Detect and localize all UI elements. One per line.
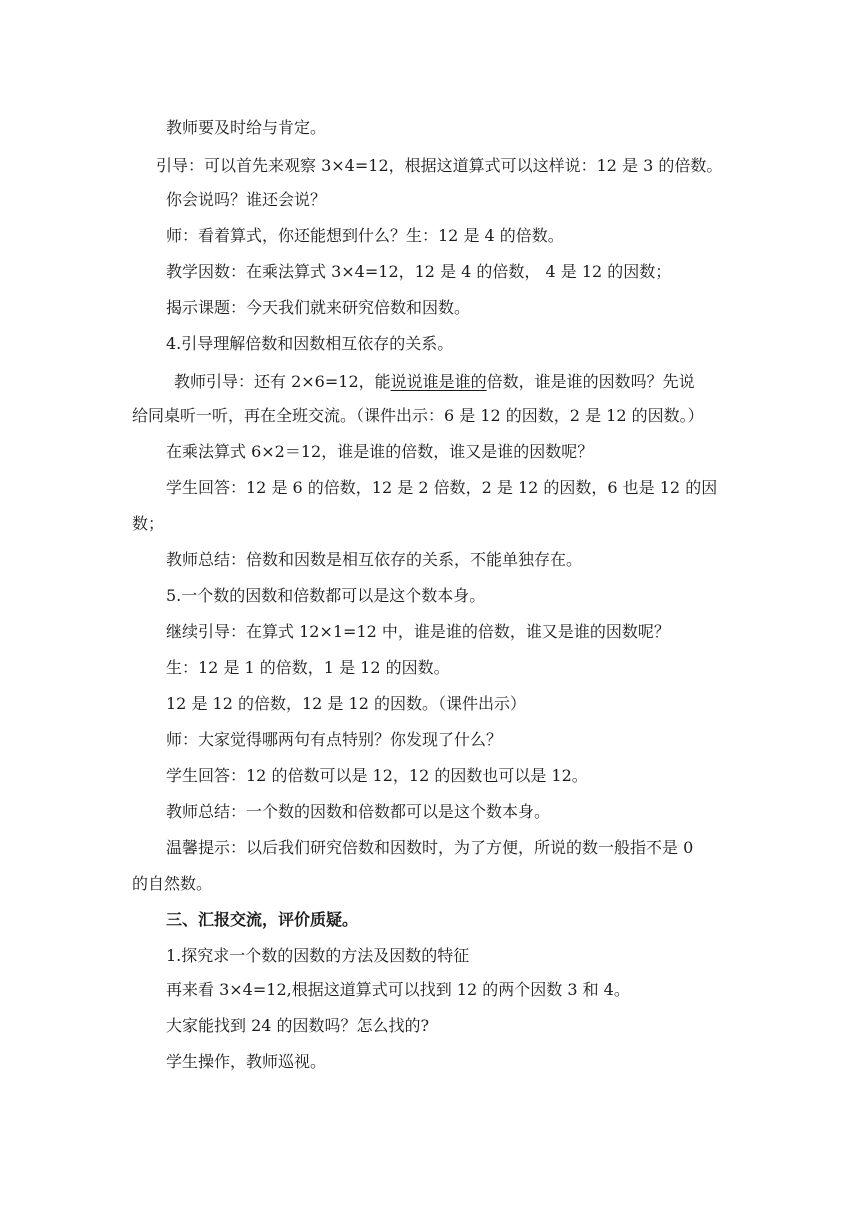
section-heading: 1.探究求一个数的因数的方法及因数的特征 xyxy=(166,946,470,965)
paragraph-line: 引导：可以首先来观察 3×4=12，根据这道算式可以这样说：12 是 3 的倍数。 xyxy=(156,156,723,175)
paragraph-line: 生：12 是 1 的倍数，1 是 12 的因数。 xyxy=(166,658,450,677)
paragraph-line: 温馨提示：以后我们研究倍数和因数时，为了方便，所说的数一般指不是 0 xyxy=(166,838,694,857)
paragraph-line: 在乘法算式 6×2＝12，谁是谁的倍数，谁又是谁的因数呢？ xyxy=(166,442,594,461)
teacher-guide-line xyxy=(174,372,695,392)
paragraph-line: 再来看 3×4=12,根据这道算式可以找到 12 的两个因数 3 和 4。 xyxy=(166,980,630,999)
section-heading: 4.引导理解倍数和因数相互依存的关系。 xyxy=(166,334,454,353)
section-title: 三、汇报交流，评价质疑。 xyxy=(166,910,359,929)
teacher-guide-suffix: 倍数，谁是谁的因数吗？先说 xyxy=(486,372,695,391)
paragraph-line: 12 是 12 的倍数，12 是 12 的因数。（课件出示） xyxy=(166,694,526,713)
paragraph-line: 揭示课题：今天我们就来研究倍数和因数。 xyxy=(166,298,471,317)
underlined-phrase: 说说谁是谁的 xyxy=(390,372,487,391)
paragraph-line: 师：看着算式，你还能想到什么？生：12 是 4 的倍数。 xyxy=(166,226,564,245)
paragraph-line: 学生操作，教师巡视。 xyxy=(166,1052,327,1071)
paragraph-line: 数； xyxy=(132,514,165,533)
paragraph-line: 教师总结：一个数的因数和倍数都可以是这个数本身。 xyxy=(166,802,551,821)
paragraph-line: 师：大家觉得哪两句有点特别？你发现了什么？ xyxy=(166,730,503,749)
teacher-guide-prefix: 教师引导：还有 2×6=12，能 xyxy=(174,372,391,391)
paragraph-line: 教师要及时给与肯定。 xyxy=(166,118,327,137)
paragraph-line: 的自然数。 xyxy=(132,874,213,893)
paragraph-line: 你会说吗？谁还会说？ xyxy=(166,190,327,209)
paragraph-line: 继续引导：在算式 12×1=12 中，谁是谁的倍数，谁又是谁的因数呢？ xyxy=(166,622,670,641)
section-heading: 5.一个数的因数和倍数都可以是这个数本身。 xyxy=(166,586,486,605)
paragraph-line: 学生回答：12 是 6 的倍数，12 是 2 倍数，2 是 12 的因数，6 也是 12 的因 xyxy=(166,478,718,497)
paragraph-line: 给同桌听一听，再在全班交流。（课件出示：6 是 12 的因数，2 是 12 的因数。） xyxy=(132,406,704,425)
paragraph-line: 教师总结：倍数和因数是相互依存的关系，不能单独存在。 xyxy=(166,550,583,569)
paragraph-line: 大家能找到 24 的因数吗？怎么找的? xyxy=(166,1016,430,1035)
paragraph-line: 教学因数：在乘法算式 3×4=12，12 是 4 的倍数， 4 是 12 的因数； xyxy=(166,262,672,281)
paragraph-line: 学生回答：12 的倍数可以是 12，12 的因数也可以是 12。 xyxy=(166,766,588,785)
